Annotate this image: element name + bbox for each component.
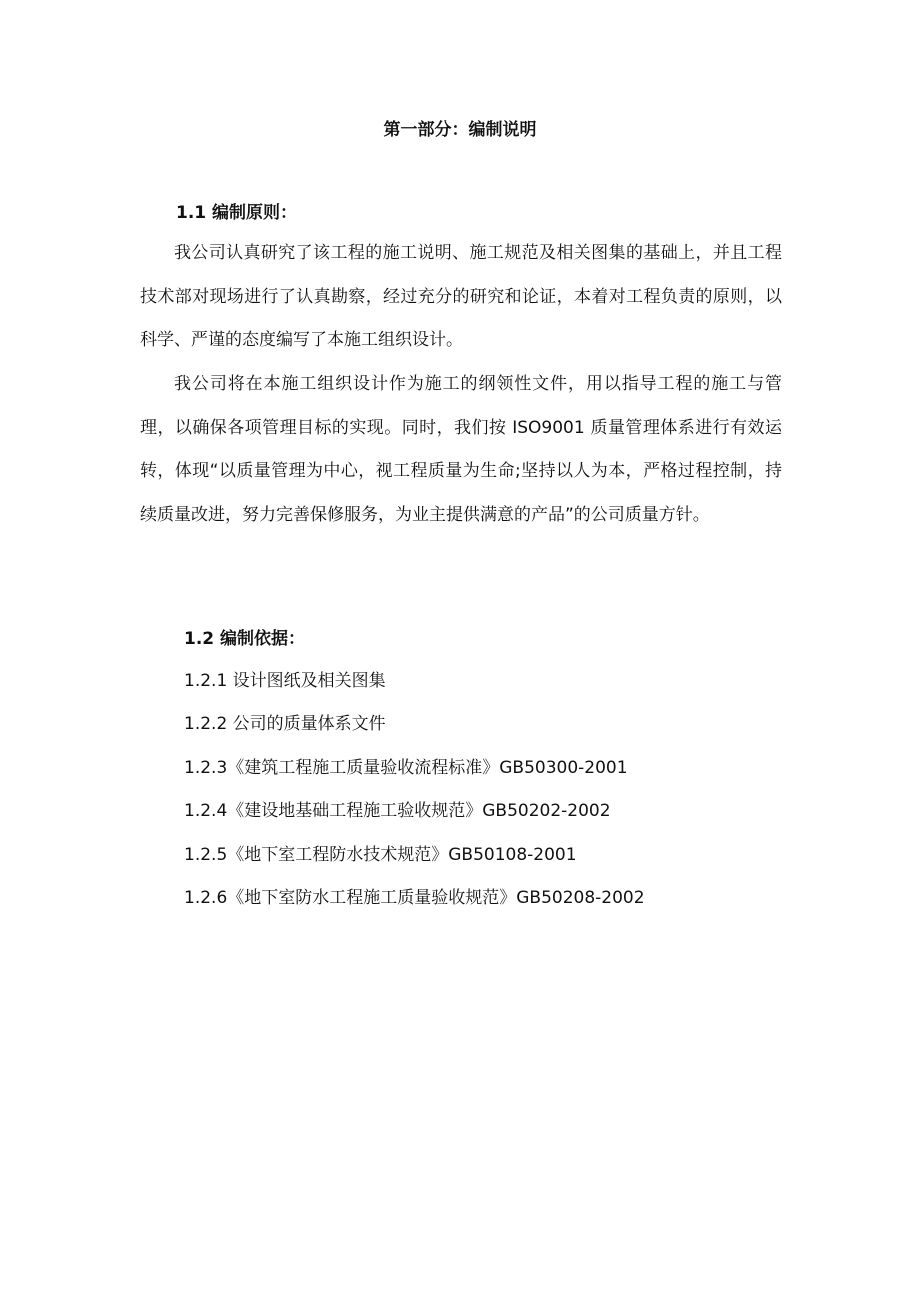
basis-item-1: 1.2.1 设计图纸及相关图集	[184, 671, 386, 691]
basis-item-5: 1.2.5《地下室工程防水技术规范》GB50108-2001	[184, 845, 577, 865]
page-title: 第一部分：编制说明	[383, 120, 537, 140]
basis-item-3: 1.2.3《建筑工程施工质量验收流程标准》GB50300-2001	[184, 758, 628, 778]
paragraph-principle-2: 我公司将在本施工组织设计作为施工的纲领性文件，用以指导工程的施工与管理，以确保各项管理目标的实现。同时，我们按 ISO9001 质量管理体系进行有效运转，体现“以质量管理为中心，视工程质量为生命;坚持以人为本，严格过程控制，持续质量改进，努力完善保修服务，为业主提供满意的产品”的公司质量方针。	[140, 374, 782, 525]
basis-item-6: 1.2.6《地下室防水工程施工质量验收规范》GB50208-2002	[184, 888, 645, 908]
paragraph-principle-1: 我公司认真研究了该工程的施工说明、施工规范及相关图集的基础上，并且工程技术部对现场进行了认真勘察，经过充分的研究和论证，本着对工程负责的原则，以科学、严谨的态度编写了本施工组织设计。	[140, 243, 782, 350]
section-heading-1-1: 1.1 编制原则：	[176, 203, 298, 223]
section-heading-1-2: 1.2 编制依据：	[184, 629, 306, 649]
basis-item-4: 1.2.4《建设地基础工程施工验收规范》GB50202-2002	[184, 801, 611, 821]
basis-item-2: 1.2.2 公司的质量体系文件	[184, 714, 386, 734]
